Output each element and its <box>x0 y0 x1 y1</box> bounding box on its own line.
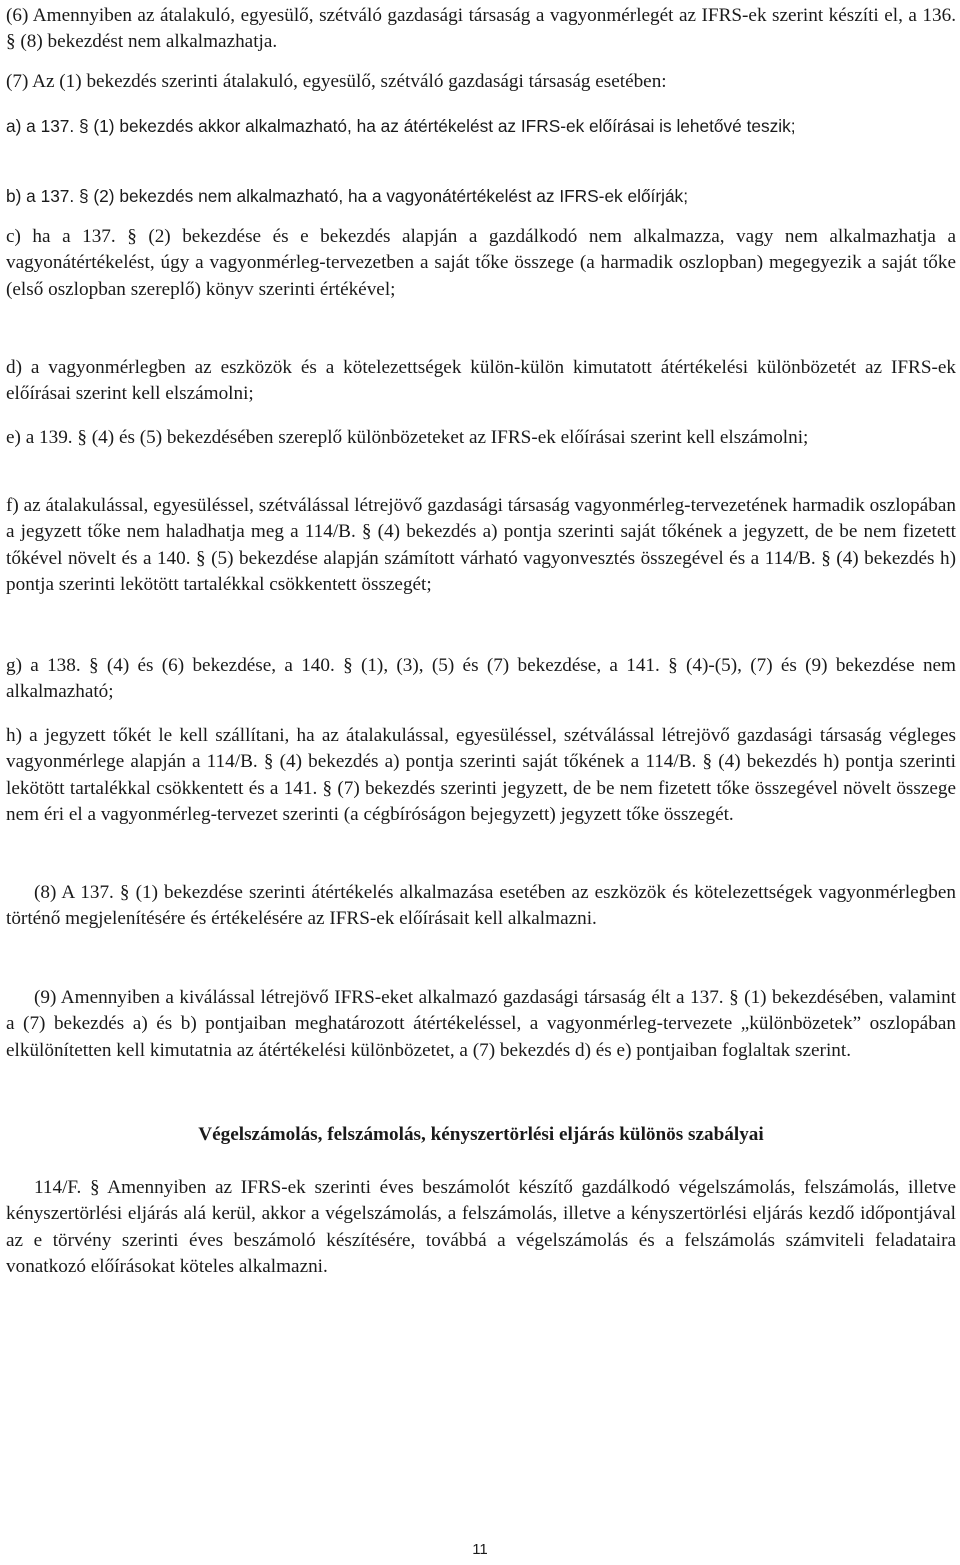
paragraph-9: (9) Amennyiben a kiválással létrejövő IFRS-eket alkalmazó gazdasági társaság élt a 137. § (1) bekezdésében, valamint a (7) bekezdés a) és b) pontjaiban meghatározott átértékeléssel, a vagyonmérleg-tervezete „különbözetek” oszlopában elkülönítetten kell kimutatnia az átértékelési különbözetet, a (7) bekezdés d) és e) pontjaiban foglaltak szerint. <box>6 987 956 1061</box>
paragraph-7-b: b) a 137. § (2) bekezdés nem alkalmazható, ha a vagyonátértékelést az IFRS-ek előírják; <box>6 186 689 206</box>
page-number: 11 <box>472 1541 488 1558</box>
paragraph-7-d: d) a vagyonmérlegben az eszközök és a kötelezettségek külön-külön kimutatott átértékelési különbözetét az IFRS-ek előírásai szerint kell elszámolni; <box>6 357 956 405</box>
paragraph-114f: 114/F. § Amennyiben az IFRS-ek szerinti éves beszámolót készítő gazdálkodó végelszámolás, felszámolás, illetve kényszertörlési eljárás alá kerül, akkor a végelszámolás, a felszámolás, illetve a kényszertörlési eljárás kezdő időpontjával az e törvény szerinti éves beszámoló készítésére, továbbá a végelszámolás és a felszámolás számviteli feladataira vonatkozó előírásokat köteles alkalmazni. <box>6 1177 956 1277</box>
paragraph-7-g: g) a 138. § (4) és (6) bekezdése, a 140. § (1), (3), (5) és (7) bekezdése, a 141. § (4)-(5), (7) és (9) bekezdése nem alkalmazható; <box>6 655 956 703</box>
paragraph-7-f: f) az átalakulással, egyesüléssel, szétválással létrejövő gazdasági társaság vagyonmérleg-tervezetének harmadik oszlopában a jegyzett tőke nem haladhatja meg a 114/B. § (4) bekezdés a) pontja szerinti saját tőkének a jegyzett, de be nem fizetett tőkével növelt és a 140. § (5) bekezdése alapján számított várható vagyonvesztés összegével és a 114/B. § (4) bekezdés h) pontja szerinti lekötött tartalékkal csökkentett összegét; <box>6 495 956 595</box>
paragraph-7-c: c) ha a 137. § (2) bekezdése és e bekezdés alapján a gazdálkodó nem alkalmazza, vagy nem alkalmazhatja a vagyonátértékelést, úgy a vagyonmérleg-tervezetben a saját tőke összege (a harmadik oszlopban) megegyezik a saját tőke (első oszlopban szereplő) könyv szerinti értékével; <box>6 226 956 300</box>
paragraph-7-a: a) a 137. § (1) bekezdés akkor alkalmazható, ha az átértékelést az IFRS-ek előírásai is lehetővé teszik; <box>6 116 796 136</box>
section-heading: Végelszámolás, felszámolás, kényszertörlési eljárás különös szabályai <box>198 1124 764 1145</box>
paragraph-7-h: h) a jegyzett tőkét le kell szállítani, ha az átalakulással, egyesüléssel, szétválással létrejövő gazdasági társaság végleges vagyonmérlege alapján a 114/B. § (4) bekezdés a) pontja szerinti saját tőkének a 114/B. § (4) bekezdés h) pontja szerinti lekötött tartalékkal csökkentett és a 141. § (7) bekezdés szerinti jegyzett, de be nem fizetett tőke összegével növelt összege nem éri el a vagyonmérleg-tervezet szerinti (a cégbíróságon bejegyzett) jegyzett tőke összegét. <box>6 725 956 825</box>
paragraph-7-intro: (7) Az (1) bekezdés szerinti átalakuló, egyesülő, szétváló gazdasági társaság esetében: <box>6 71 667 92</box>
paragraph-6: (6) Amennyiben az átalakuló, egyesülő, szétváló gazdasági társaság a vagyonmérlegét az IFRS-ek szerint készíti el, a 136. § (8) bekezdést nem alkalmazhatja. <box>6 5 956 53</box>
paragraph-7-e: e) a 139. § (4) és (5) bekezdésében szereplő különbözeteket az IFRS-ek előírásai szerint kell elszámolni; <box>6 427 809 448</box>
paragraph-8: (8) A 137. § (1) bekezdése szerinti átértékelés alkalmazása esetében az eszközök és kötelezettségek vagyonmérlegben történő megjelenítésére és értékelésére az IFRS-ek előírásait kell alkalmazni. <box>6 882 956 930</box>
